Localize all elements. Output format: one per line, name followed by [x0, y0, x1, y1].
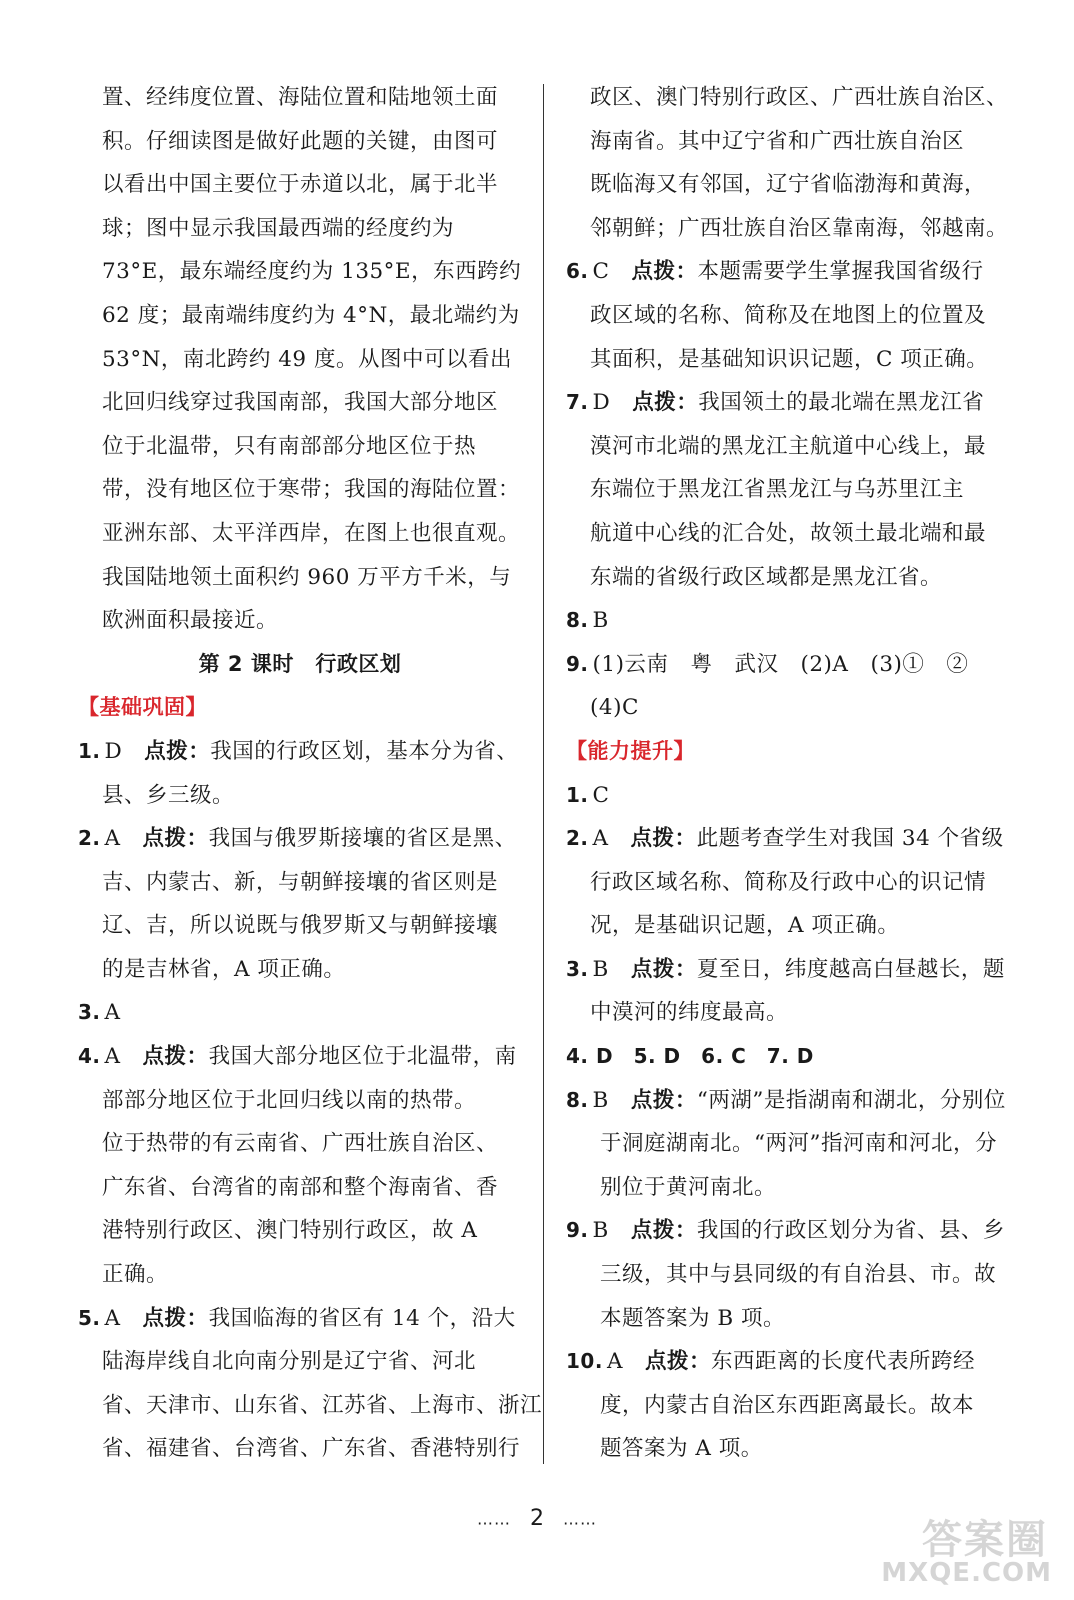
column-divider: [543, 84, 544, 1464]
hint-text-line: 航道中心线的汇合处，故领土最北端和最: [590, 520, 987, 546]
answer-first-line: [78, 991, 522, 1035]
intro-line: 带，没有地区位于寒带；我国的海陆位置：: [102, 477, 521, 503]
hint-text-line: 于洞庭湖南北。“两河”指河南和河北，分: [600, 1131, 997, 1157]
answer-first-line: [566, 1209, 1010, 1253]
hint-text-line: 正确。: [102, 1262, 169, 1288]
answer-item: [566, 250, 1010, 381]
answer-item: [78, 1035, 522, 1297]
intro-line: 置、经纬度位置、海陆位置和陆地领土面: [102, 85, 499, 110]
page-number: 2: [530, 1506, 544, 1531]
hint-text-line: 度，内蒙古自治区东西距离最长。故本: [600, 1392, 975, 1418]
hint-text: 我国领土的最北端在黑龙江省: [698, 390, 985, 416]
answer-item: [566, 1209, 1010, 1340]
item-number: 3.: [78, 1000, 101, 1025]
answers-4-to-7: 4. D 5. D 6. C 7. D: [566, 1044, 814, 1069]
answer-item: [566, 774, 1010, 818]
answer-first-line: [566, 948, 1010, 992]
intro-line: 位于北温带，只有南部部分地区位于热: [102, 433, 477, 459]
item-number: 2.: [566, 826, 589, 851]
hint-label: 点拨：: [144, 738, 211, 764]
intro-line: 我国陆地领土面积约 960 万平方千米，与: [102, 564, 512, 590]
section-heading-basic: 【基础巩固】: [78, 695, 207, 720]
item-number: 1.: [78, 738, 101, 763]
hint-text: 夏至日，纬度越高白昼越长，题: [696, 956, 1005, 982]
lesson-title: 第 2 课时 行政区划: [198, 651, 402, 676]
item-number: 9.: [566, 1218, 589, 1243]
hint-text: 我国与俄罗斯接壤的省区是黑、: [208, 826, 517, 852]
item-number: 4.: [78, 1044, 101, 1069]
item-line: (4)C: [590, 695, 639, 721]
item-answer: A: [104, 1000, 121, 1026]
intro-line: 球；图中显示我国最西端的经度约为: [102, 215, 455, 241]
answer-item: [566, 599, 1010, 643]
hint-text-line: 的是吉林省，A 项正确。: [102, 956, 346, 982]
item-answer: (1)云南 粤 武汉 (2)A (3)① ②: [592, 651, 969, 677]
answer-first-line: [78, 730, 522, 774]
answer-first-line: [566, 1340, 1010, 1384]
basic-answers-list-continued: [566, 250, 1010, 642]
item-number: 10.: [566, 1349, 603, 1374]
hint-text-line: 既临海又有邻国，辽宁省临渤海和黄海，: [590, 172, 987, 198]
hint-text-line: 况，是基础识记题，A 项正确。: [590, 913, 900, 939]
answer-item: [78, 1297, 543, 1471]
hint-label: 点拨：: [630, 1087, 697, 1113]
hint-text-line: 港特别行政区、澳门特别行政区，故 A: [102, 1218, 478, 1244]
hint-text: 此题考查学生对我国 34 个省级: [696, 826, 1004, 852]
hint-text: 我国的行政区划，基本分为省、: [210, 738, 519, 764]
left-column: [78, 76, 543, 1471]
intro-line: 北回归线穿过我国南部，我国大部分地区: [102, 390, 499, 416]
hint-text-line: 东端的省级行政区域都是黑龙江省。: [590, 564, 943, 590]
item-answer: A: [104, 1305, 121, 1331]
item-number: 8.: [566, 608, 589, 633]
hint-text-line: 题答案为 A 项。: [600, 1436, 763, 1462]
answer-item-9: [566, 643, 1010, 730]
footer-dots-right: ……: [563, 1509, 597, 1529]
hint-text-line: 邻朝鲜；广西壮族自治区靠南海，邻越南。: [590, 215, 1009, 241]
watermark-text: 答案圈: [922, 1517, 1048, 1563]
hint-text-line: 政区域的名称、简称及在地图上的位置及: [590, 302, 987, 328]
hint-text-line: 东端位于黑龙江省黑龙江与乌苏里江主: [590, 477, 965, 503]
hint-label: 点拨：: [630, 1218, 697, 1244]
item-number: 6.: [566, 259, 589, 284]
hint-text-line: 漠河市北端的黑龙江主航道中心线上，最: [590, 433, 987, 459]
advanced-answers-list: [566, 774, 1010, 1036]
hint-text: 东西距离的长度代表所跨经: [710, 1349, 975, 1375]
intro-paragraph: [78, 76, 522, 643]
hint-label: 点拨：: [632, 390, 699, 416]
hint-text: 本题需要学生掌握我国省级行: [697, 259, 984, 285]
answer-first-line: [78, 817, 522, 861]
intro-line: 亚洲东部、太平洋西岸，在图上也很直观。: [102, 520, 521, 546]
intro-line: 欧洲面积最接近。: [102, 608, 279, 634]
hint-text: 我国的行政区划分为省、县、乡: [696, 1218, 1005, 1244]
item-number: 8.: [566, 1087, 589, 1112]
item-answer: D: [592, 390, 611, 416]
hint-label: 点拨：: [631, 259, 698, 285]
intro-line: 62 度；最南端纬度约为 4°N，最北端约为: [102, 302, 520, 328]
item-number: 7.: [566, 390, 589, 415]
watermark-logo: [858, 1508, 1058, 1588]
item-number: 1.: [566, 782, 589, 807]
hint-text-line: 位于热带的有云南省、广西壮族自治区、: [102, 1131, 499, 1157]
hint-text-line: 陆海岸线自北向南分别是辽宁省、河北: [102, 1349, 477, 1375]
hint-text-line: 海南省。其中辽宁省和广西壮族自治区: [590, 128, 965, 154]
hint-text-line: 中漠河的纬度最高。: [590, 1000, 789, 1026]
hint-text-line: 三级，其中与县同级的有自治县、市。故: [600, 1262, 997, 1288]
answer-item: [566, 1079, 1010, 1210]
hint-label: 点拨：: [142, 826, 209, 852]
hint-text: “两湖”是指湖南和湖北，分别位: [696, 1087, 1006, 1113]
answer-item: [78, 817, 522, 991]
hint-text: 我国大部分地区位于北温带，南: [208, 1044, 517, 1070]
hint-label: 点拨：: [142, 1044, 209, 1070]
item-number: 5.: [78, 1305, 101, 1330]
item-number: 3.: [566, 956, 589, 981]
answer-first-line: [78, 1297, 522, 1341]
hint-text-line: 辽、吉，所以说既与俄罗斯又与朝鲜接壤: [102, 913, 499, 939]
item-answer: B: [592, 1087, 609, 1113]
item-answer: B: [592, 608, 609, 634]
item-answer: B: [592, 956, 609, 982]
hint-label: 点拨：: [630, 956, 697, 982]
item-answer: C: [592, 782, 610, 808]
advanced-answers-list-continued: [566, 1079, 1010, 1471]
watermark-url: MXQE.COM: [881, 1558, 1052, 1588]
hint-text-line: 县、乡三级。: [102, 782, 235, 808]
footer-dots-left: ……: [477, 1509, 511, 1529]
hint-text-line: 别位于黄河南北。: [600, 1174, 777, 1200]
basic-answers-list: [78, 730, 543, 1471]
item-answer: A: [104, 1044, 121, 1070]
answer-5-continued: [566, 76, 1010, 250]
item-answer: A: [606, 1349, 623, 1375]
answer-first-line: [566, 599, 1010, 643]
hint-text-line: 广东省、台湾省的南部和整个海南省、香: [102, 1174, 499, 1200]
hint-label: 点拨：: [142, 1305, 209, 1331]
hint-text-line: 行政区域名称、简称及行政中心的识记情: [590, 869, 987, 895]
item-answer: A: [104, 826, 121, 852]
hint-label: 点拨：: [644, 1349, 711, 1375]
item-answer: B: [592, 1218, 609, 1244]
answer-item: [566, 381, 1010, 599]
item-answer: D: [104, 738, 123, 764]
answer-first-line: [566, 1079, 1010, 1123]
item-number: 2.: [78, 826, 101, 851]
section-heading-advanced: 【能力提升】: [566, 738, 695, 763]
hint-text-line: 吉、内蒙古、新，与朝鲜接壤的省区则是: [102, 869, 499, 895]
hint-text: 我国临海的省区有 14 个，沿大: [208, 1305, 516, 1331]
hint-text-line: 省、福建省、台湾省、广东省、香港特别行: [102, 1436, 521, 1462]
answer-first-line: [566, 817, 1010, 861]
item-answer: C: [592, 259, 610, 285]
hint-text-line: 本题答案为 B 项。: [600, 1305, 785, 1331]
intro-line: 以看出中国主要位于赤道以北，属于北半: [102, 172, 499, 198]
intro-line: 积。仔细读图是做好此题的关键，由图可: [102, 128, 499, 154]
item-answer: A: [592, 826, 609, 852]
hint-text-line: 政区、澳门特别行政区、广西壮族自治区、: [590, 85, 1009, 110]
answer-item: [78, 991, 522, 1035]
answer-first-line: [566, 774, 1010, 818]
answer-item: [566, 817, 1010, 948]
hint-label: 点拨：: [630, 826, 697, 852]
item-number: 9.: [566, 651, 589, 676]
answer-first-line: [566, 250, 1010, 294]
hint-text-line: 省、天津市、山东省、江苏省、上海市、浙江: [102, 1392, 543, 1418]
hint-text-line: 其面积，是基础知识识记题，C 项正确。: [590, 346, 989, 372]
intro-line: 73°E，最东端经度约为 135°E，东西跨约: [102, 259, 522, 285]
answer-item: [566, 948, 1010, 1035]
answer-first-line: [78, 1035, 522, 1079]
intro-line: 53°N，南北跨约 49 度。从图中可以看出: [102, 346, 512, 372]
right-column: [566, 76, 1010, 1471]
answer-first-line: [566, 381, 1010, 425]
answer-item: [78, 730, 522, 817]
hint-text-line: 部部分地区位于北回归线以南的热带。: [102, 1087, 477, 1113]
answer-item: [566, 1340, 1010, 1471]
